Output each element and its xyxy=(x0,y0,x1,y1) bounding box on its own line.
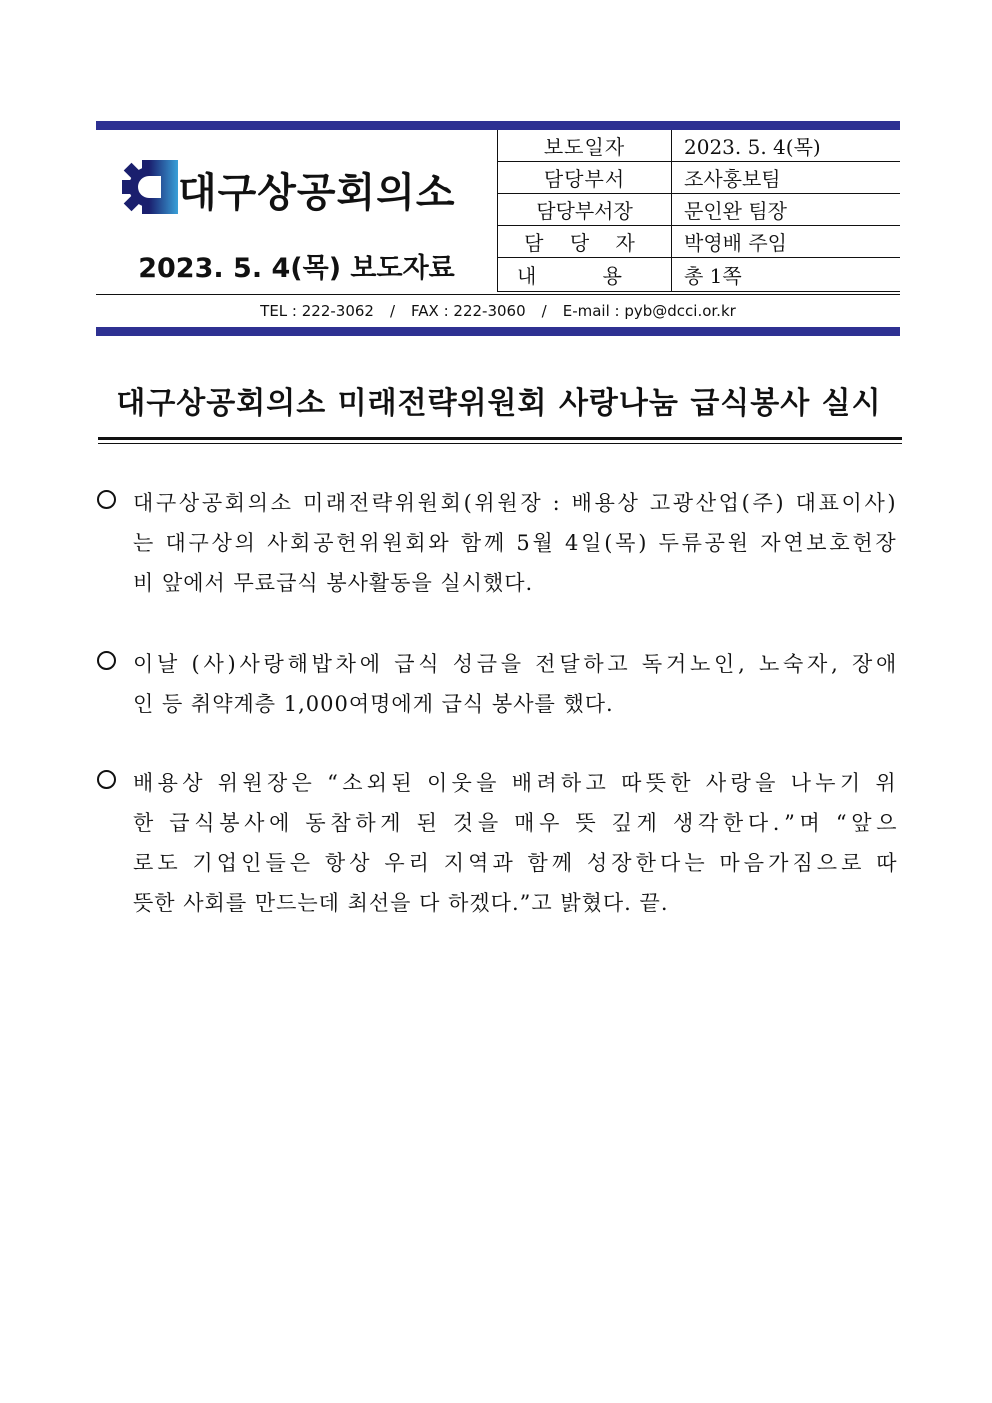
circle-bullet-icon xyxy=(97,770,116,789)
info-label: 내 용 xyxy=(498,258,672,292)
paragraph-line: 로도 기업인들은 항상 우리 지역과 함께 성장한다는 마음가짐으로 따 xyxy=(133,851,901,875)
page-title: 대구상공회의소 미래전략위원회 사랑나눔 급식봉사 실시 xyxy=(116,386,882,421)
contact-separator: / xyxy=(541,302,547,320)
header-bottom-bar xyxy=(96,327,900,336)
info-row xyxy=(498,226,901,258)
paragraph-line: 뜻한 사회를 만드는데 최선을 다 하겠다.”고 밝혔다. 끝. xyxy=(133,891,669,915)
circle-bullet-icon xyxy=(97,490,116,509)
paragraph-line: 는 대구상의 사회공헌위원회와 함께 5월 4일(목) 두류공원 자연보호헌장 xyxy=(133,531,899,555)
paragraph-line: 인 등 취약계층 1,000여명에게 급식 봉사를 했다. xyxy=(133,692,614,716)
contact-email[interactable]: E-mail : pyb@dcci.or.kr xyxy=(562,302,736,320)
gear-logo-icon xyxy=(120,158,178,216)
paragraph-line: 비 앞에서 무료급식 봉사활동을 실시했다. xyxy=(133,571,534,595)
press-info-table xyxy=(497,130,900,292)
org-logo xyxy=(120,158,475,218)
paragraph-line: 한 급식봉사에 동참하게 된 것을 매우 뜻 깊게 생각한다.”며 “앞으 xyxy=(133,811,902,835)
info-value: 총 1쪽 xyxy=(672,258,901,292)
info-value: 문인완 팀장 xyxy=(672,194,901,226)
paragraph-line: 이날 (사)사랑해밥차에 급식 성금을 전달하고 독거노인, 노숙자, 장애 xyxy=(133,652,901,676)
info-value: 2023. 5. 4(목) xyxy=(672,130,901,162)
release-date-label: 2023. 5. 4(목) 보도자료 xyxy=(138,253,455,284)
header-left-panel xyxy=(96,130,497,293)
info-row xyxy=(498,130,901,162)
info-value: 조사홍보팀 xyxy=(672,162,901,194)
info-value: 박영배 주임 xyxy=(672,226,901,258)
info-label: 담당부서 xyxy=(498,162,672,194)
paragraph-line: 배용상 위원장은 “소외된 이웃을 배려하고 따뜻한 사랑을 나누기 위 xyxy=(133,771,901,795)
info-label: 보도일자 xyxy=(498,130,672,162)
info-row xyxy=(498,194,901,226)
title-rule xyxy=(98,443,902,444)
circle-bullet-icon xyxy=(97,651,116,670)
contact-fax: FAX : 222-3060 xyxy=(411,302,526,320)
title-rule xyxy=(98,437,902,440)
info-row xyxy=(498,162,901,194)
contact-separator: / xyxy=(389,302,396,320)
paragraph-line: 대구상공회의소 미래전략위원회(위원장 : 배용상 고광산업(주) 대표이사) xyxy=(133,491,899,515)
contact-line xyxy=(96,294,900,325)
info-label: 담당부서장 xyxy=(498,194,672,226)
header-top-bar xyxy=(96,121,900,130)
contact-tel: TEL : 222-3062 xyxy=(260,302,374,320)
info-row xyxy=(498,258,901,292)
org-name: 대구상공회의소 xyxy=(178,170,456,216)
info-label: 담 당 자 xyxy=(498,226,672,258)
